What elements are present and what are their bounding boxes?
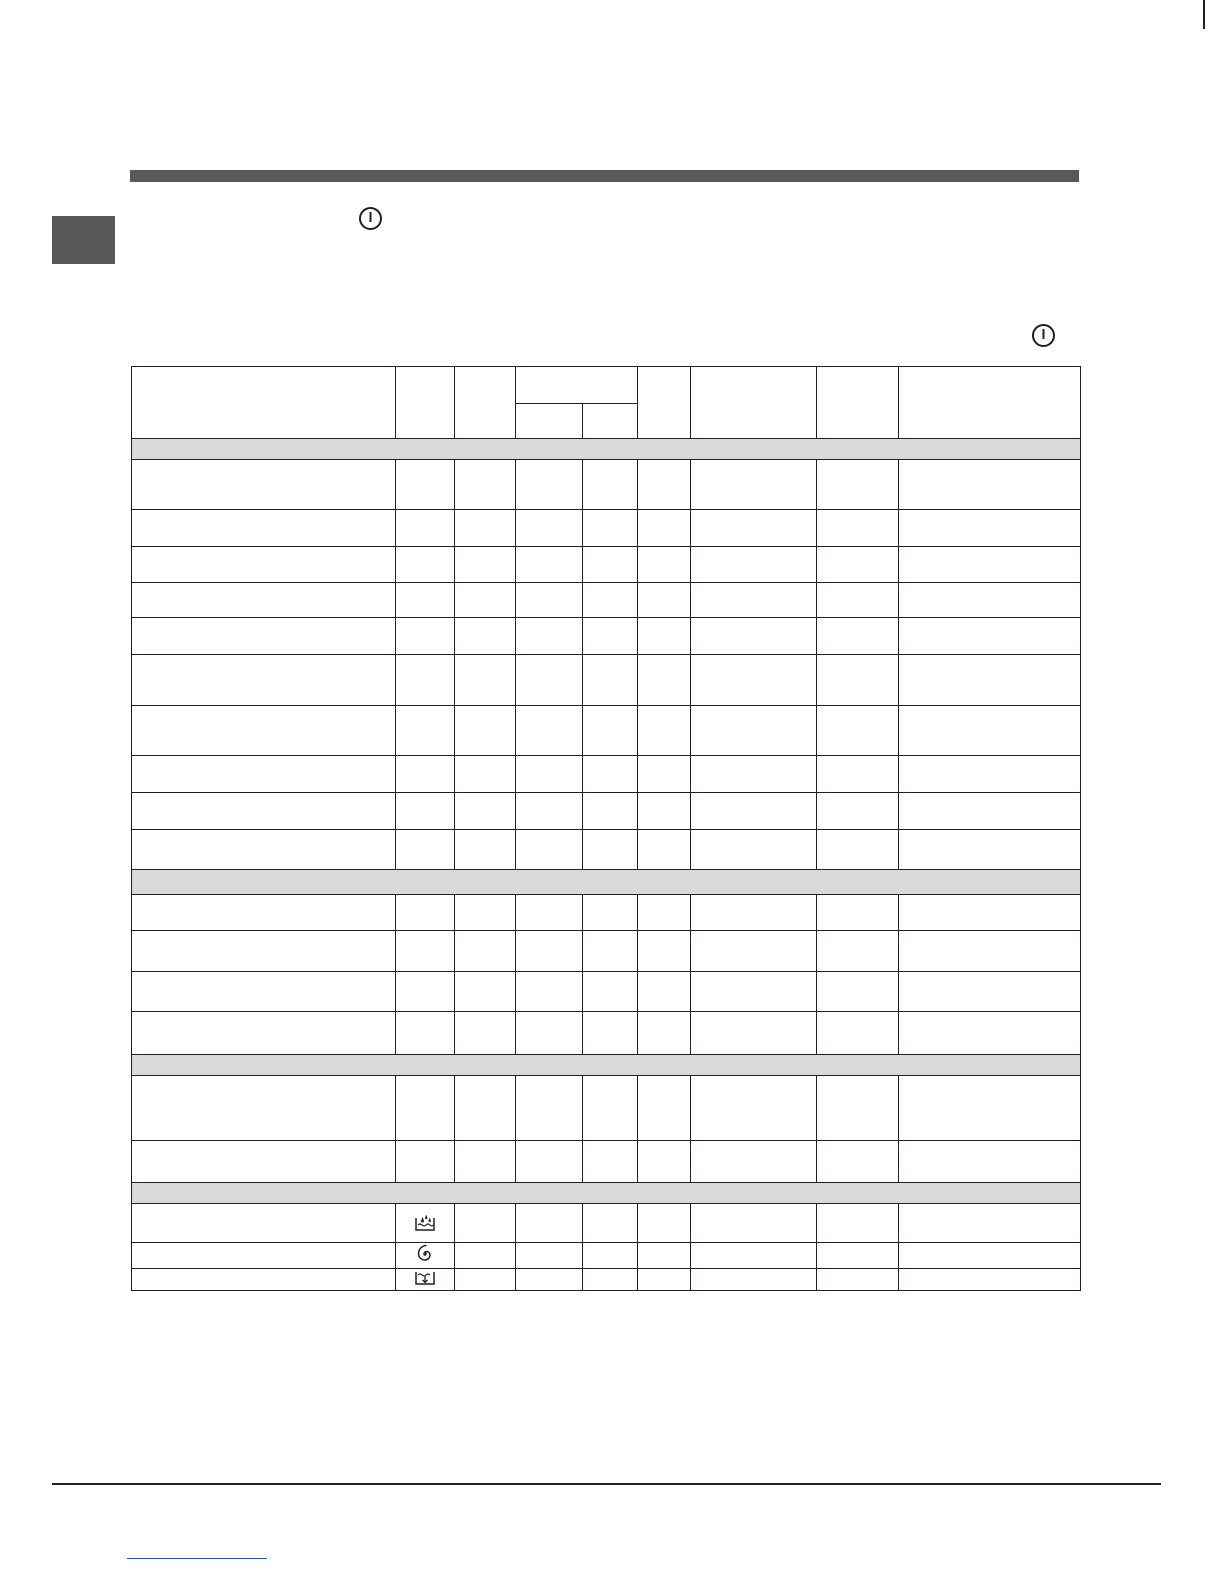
table-row — [132, 547, 1081, 583]
table-row — [132, 1243, 1081, 1269]
table-row — [132, 1204, 1081, 1243]
header-cell — [691, 367, 817, 439]
programme-table — [131, 366, 1081, 1291]
table-row — [132, 830, 1081, 870]
table-row — [132, 510, 1081, 547]
table-row — [132, 1141, 1081, 1183]
section-row — [132, 870, 1081, 895]
table-row — [132, 1076, 1081, 1141]
table-row — [132, 793, 1081, 830]
table-row — [132, 756, 1081, 793]
section-row — [132, 1183, 1081, 1204]
header-cell — [899, 367, 1081, 439]
spin-icon — [415, 1244, 435, 1264]
corner-crop-mark — [1203, 0, 1205, 29]
table-row — [132, 895, 1081, 931]
footer-rule — [52, 1483, 1161, 1485]
header-cell — [516, 404, 583, 439]
section-header-bar — [130, 170, 1079, 182]
power-icon — [1031, 323, 1056, 348]
section-row — [132, 1055, 1081, 1076]
drain-icon — [414, 1269, 436, 1287]
table-row — [132, 655, 1081, 706]
table-row — [132, 618, 1081, 655]
table-row — [132, 460, 1081, 510]
table-row — [132, 583, 1081, 618]
power-icon — [358, 206, 383, 231]
header-cell — [132, 367, 396, 439]
table-row — [132, 931, 1081, 972]
header-cell — [516, 367, 638, 404]
header-cell — [817, 367, 899, 439]
header-cell — [396, 367, 455, 439]
table-row — [132, 972, 1081, 1012]
section-row — [132, 439, 1081, 460]
header-cell — [638, 367, 691, 439]
table-header-row — [132, 367, 1081, 404]
footer-link[interactable] — [127, 1558, 267, 1559]
table-row — [132, 1269, 1081, 1291]
table-row — [132, 1012, 1081, 1055]
language-tab — [52, 216, 115, 264]
header-cell — [583, 404, 638, 439]
table-row — [132, 706, 1081, 756]
header-cell — [455, 367, 516, 439]
rinse-icon — [414, 1212, 436, 1232]
